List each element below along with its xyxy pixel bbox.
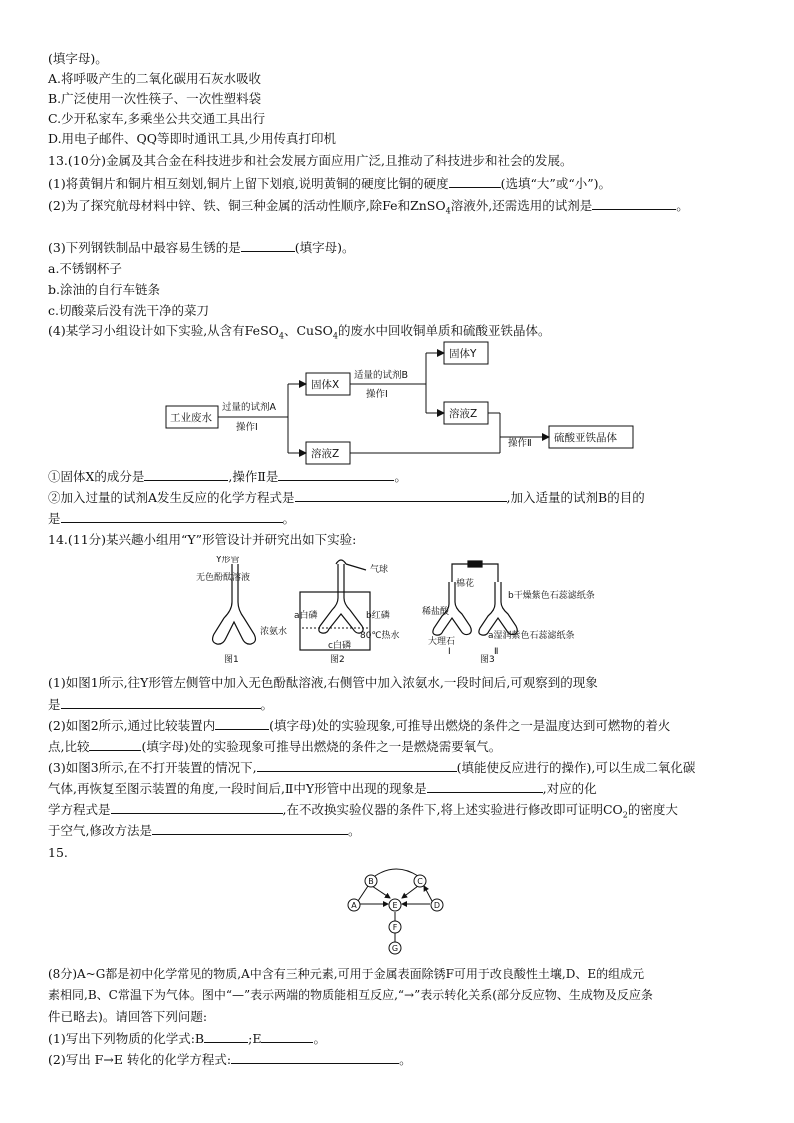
q15-question2: (2)写出 F→E 转化的化学方程式: 。 [48, 1052, 412, 1067]
q12-hint: (填字母)。 [48, 51, 108, 66]
node-b-label: B [368, 877, 374, 886]
q14-part3-line4: 于空气,修改方法是 。 [48, 823, 361, 838]
cotton-label: 棉花 [456, 579, 475, 589]
answer-blank[interactable] [144, 467, 228, 481]
q13-q4-1: ①固体X的成分是 ,操作Ⅱ是 。 [48, 469, 407, 484]
tube-i-label: Ⅰ [448, 647, 451, 657]
y-tube-label: Y形管 [216, 556, 240, 565]
answer-blank[interactable] [204, 1029, 248, 1043]
op1-label: 操作Ⅰ [236, 422, 258, 433]
answer-blank[interactable] [111, 800, 283, 814]
q14-part3-line3: 学方程式是 ,在不改换实验仪器的条件下,将上述实验进行修改即可证明$CO_2$的密度大 [48, 802, 678, 820]
answer-blank[interactable] [278, 467, 394, 481]
q13-part3-option-b: b.涂油的自行车链条 [48, 282, 160, 297]
node-f-label: F [392, 923, 398, 932]
balloon-label: 气球 [370, 565, 389, 575]
c-white-p-label: c白磷 [328, 641, 351, 651]
q15-question1: (1)写出下列物质的化学式:B ;E 。 [48, 1031, 326, 1046]
ammonia-label: 浓氨水 [260, 627, 288, 637]
y-tube-3b [479, 582, 517, 635]
op1b-label: 操作Ⅰ [366, 389, 388, 400]
tube-ii-label: Ⅱ [494, 647, 499, 657]
q15-desc-3: 件已略去)。请回答下列问题: [48, 1009, 208, 1024]
op2-label: 操作Ⅱ [508, 438, 532, 449]
answer-blank[interactable] [261, 1029, 313, 1043]
node-e-label: E [392, 901, 398, 910]
q13-part3-option-c: c.切酸菜后没有洗干净的菜刀 [48, 303, 209, 318]
answer-blank[interactable] [449, 174, 501, 188]
q12-option-d: D.用电子邮件、QQ等即时通讯工具,少用传真打印机 [48, 131, 337, 146]
q14-part2: (2)如图2所示,通过比较装置内 (填字母)处的实验现象,可推导出燃烧的条件之一是温度达到可燃物的着火 [48, 718, 671, 733]
y-tube-2 [319, 564, 363, 633]
fig2-caption: 图2 [330, 655, 345, 665]
reagent-a-label: 过量的试剂A [222, 402, 276, 413]
q13-title: 13.(10分)金属及其合金在科技进步和社会发展方面应用广泛,且推动了科技进步和社会的发展。 [48, 153, 573, 168]
node-c-label: C [417, 877, 423, 886]
hot-water-label: 80℃热水 [360, 631, 400, 641]
answer-blank[interactable] [61, 509, 283, 523]
q14-title: 14.(11分)某兴趣小组用“Y”形管设计并研究出如下实验: [48, 532, 357, 547]
answer-blank[interactable] [215, 716, 269, 730]
q15-number: 15. [48, 845, 68, 860]
q13-q4-2-cont: 是 。 [48, 511, 296, 526]
answer-blank[interactable] [231, 1050, 399, 1064]
q15-desc-1: (8分)A~G都是初中化学常见的物质,A中含有三种元素,可用于金属表面除锈F可用于改良酸性土壤,D、E的组成元 [48, 967, 645, 981]
answer-blank[interactable] [592, 196, 676, 210]
q12-option-a: A.将呼吸产生的二氧化碳用石灰水吸收 [48, 71, 262, 86]
reagent-b-label: 适量的试剂B [354, 370, 409, 381]
solid-x-label: 固体X [311, 379, 340, 391]
solid-y-label: 固体Y [449, 348, 477, 360]
q15-desc-2: 素相同,B、C常温下为气体。图中“—”表示两端的物质能相互反应,“→”表示转化关系(部分反应物、生成物及反应条 [48, 988, 653, 1002]
q13-part2: (2)为了探究航母材料中锌、铁、铜三种金属的活动性顺序,除Fe和ZnSO$_4$溶液外,还需选用的试剂是 。 [48, 198, 689, 216]
fig1-caption: 图1 [224, 655, 239, 665]
node-g-label: G [391, 944, 399, 953]
q14-part3: (3)如图3所示,在不打开装置的情况下, (填能使反应进行的操作),可以生成二氧化碳 [48, 760, 696, 775]
q14-part3-line2: 气体,再恢复至图示装置的角度,一段时间后,Ⅱ中Y形管中出现的现象是 ,对应的化 [48, 781, 597, 796]
dry-strip-label: b干燥紫色石蕊滤纸条 [508, 591, 595, 601]
relationship-diagram [340, 868, 450, 960]
solution-z2-label: 溶液Z [449, 408, 478, 420]
node-d-label: D [433, 901, 441, 910]
phenol-label: 无色酚酞溶液 [196, 573, 251, 583]
acid-label: 稀盐酸 [422, 607, 450, 617]
fig3-caption: 图3 [480, 655, 495, 665]
answer-blank[interactable] [89, 737, 141, 751]
q13-part3: (3)下列钢铁制品中最容易生锈的是 (填字母)。 [48, 240, 355, 255]
answer-blank[interactable] [61, 695, 261, 709]
a-white-p-label: a白磷 [294, 611, 318, 621]
answer-blank[interactable] [295, 488, 507, 502]
q13-part1: (1)将黄铜片和铜片相互刻划,铜片上留下划痕,说明黄铜的硬度比铜的硬度 (选填“大”或“小”)。 [48, 176, 611, 191]
answer-blank[interactable] [427, 779, 543, 793]
q14-part1: (1)如图1所示,往Y形管左侧管中加入无色酚酞溶液,右侧管中加入浓氨水,一段时间后,可观察到的现象 [48, 675, 598, 690]
wet-strip-label: a湿润紫色石蕊滤纸条 [488, 631, 575, 641]
answer-blank[interactable] [241, 238, 295, 252]
q12-option-c: C.少开私家车,多乘坐公共交通工具出行 [48, 111, 266, 126]
marble-label: 大理石 [428, 637, 456, 647]
q13-part4: (4)某学习小组设计如下实验,从含有FeSO$_4$、CuSO$_4$的废水中回收铜单质和硫酸亚铁晶体。 [48, 323, 551, 341]
experiment-figures [190, 556, 630, 668]
waste-label: 工业废水 [170, 412, 212, 424]
process-flowchart [160, 338, 640, 468]
product-label: 硫酸亚铁晶体 [554, 432, 617, 444]
b-red-p-label: b红磷 [366, 611, 390, 621]
solution-z-label: 溶液Z [311, 448, 340, 460]
answer-blank[interactable] [257, 758, 457, 772]
q12-option-b: B.广泛使用一次性筷子、一次性塑料袋 [48, 91, 262, 106]
q13-part3-option-a: a.不锈钢杯子 [48, 261, 122, 276]
q14-part2-cont: 点,比较 (填字母)处的实验现象可推导出燃烧的条件之一是燃烧需要氧气。 [48, 739, 502, 754]
q13-q4-2: ②加入过量的试剂A发生反应的化学方程式是 ,加入适量的试剂B的目的 [48, 490, 645, 505]
node-a-label: A [351, 901, 357, 910]
q14-part1-cont: 是 。 [48, 697, 274, 712]
balloon-shape [336, 560, 346, 564]
answer-blank[interactable] [152, 821, 348, 835]
